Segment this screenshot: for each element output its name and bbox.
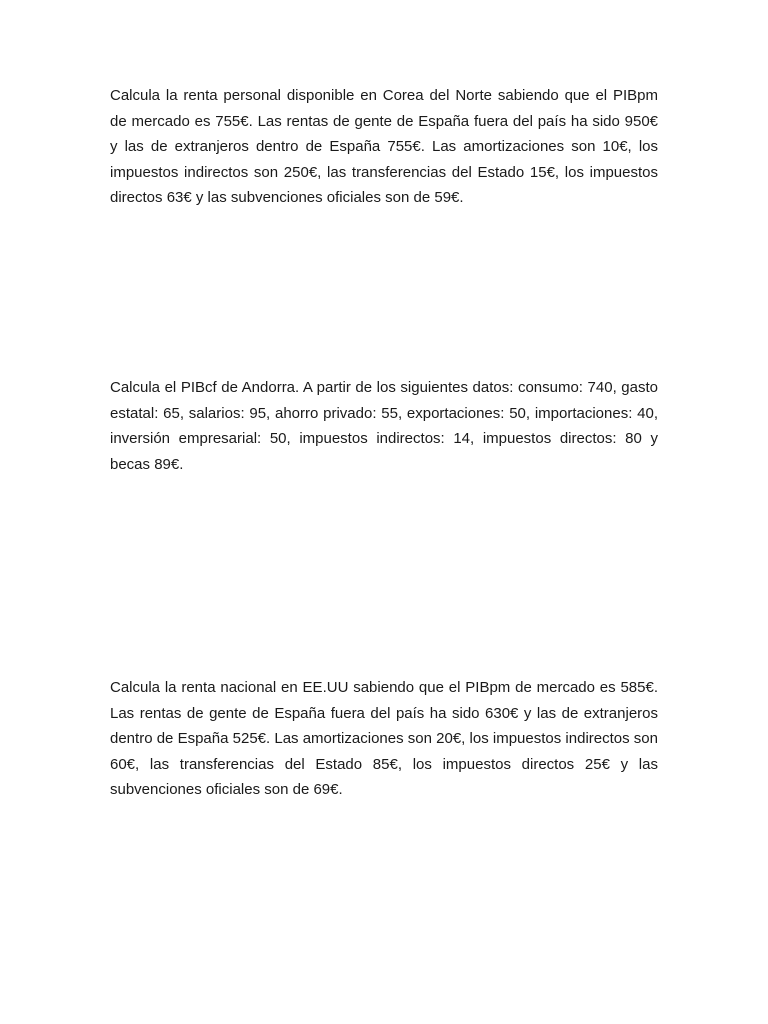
- exercise-paragraph-1: Calcula la renta personal disponible en Corea del Norte sabiendo que el PIBpm de mercado es 755€. Las rentas de gente de España fuera del país ha sido 950€ y las de extranjeros dentro de España 755€. Las amortizaciones son 10€, los impuestos indirectos son 250€, las transferencias del Estado 15€, los impuestos directos 63€ y las subvenciones oficiales son de 59€.: [110, 87, 658, 206]
- exercise-paragraph-3: Calcula la renta nacional en EE.UU sabiendo que el PIBpm de mercado es 585€. Las rentas de gente de España fuera del país ha sido 630€ y las de extranjeros dentro de España 525€. Las amortizaciones son 20€, los impuestos indirectos son 60€, las transferencias del Estado 85€, los impuestos directos 25€ y las subvenciones oficiales son de 69€.: [110, 679, 658, 798]
- exercise-paragraph-2: Calcula el PIBcf de Andorra. A partir de los siguientes datos: consumo: 740, gasto estatal: 65, salarios: 95, ahorro privado: 55, exportaciones: 50, importaciones: 40, inversión empresarial: 50, impuestos indirectos: 14, impuestos directos: 80 y becas 89€.: [110, 379, 658, 473]
